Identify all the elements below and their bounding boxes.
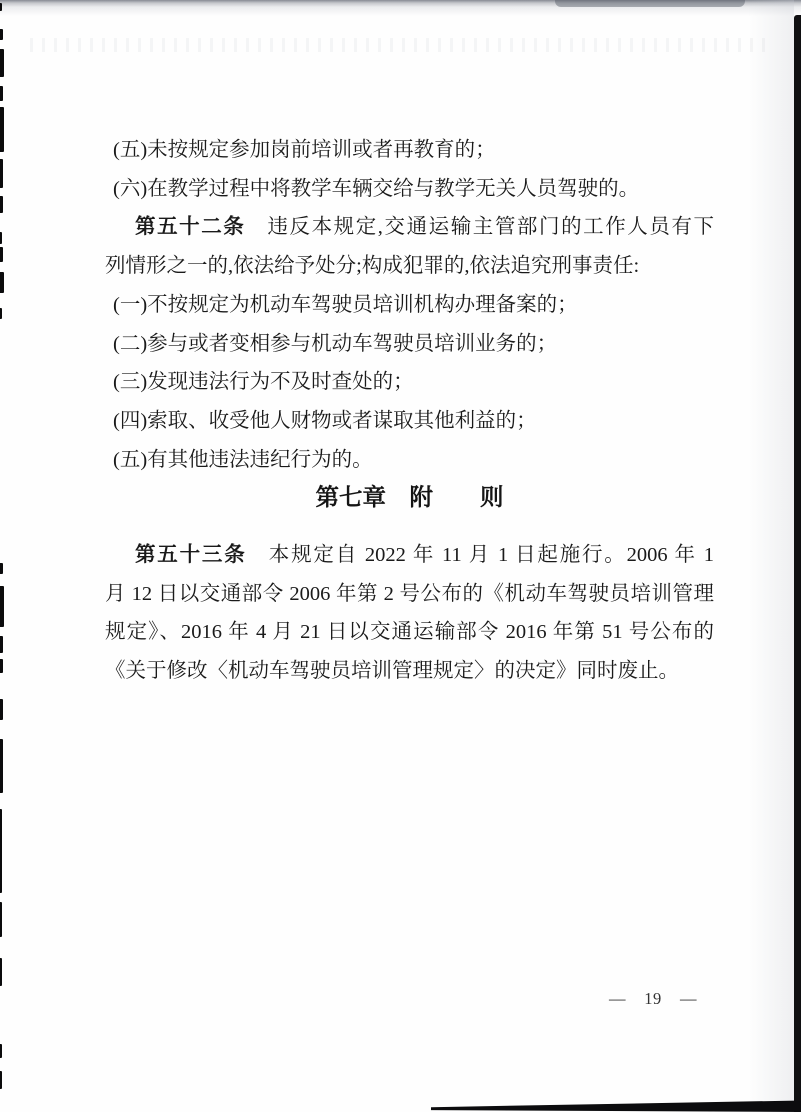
scan-left-mark [0,958,2,986]
scan-left-mark [0,699,3,720]
scan-left-mark [0,739,3,793]
scan-left-mark [0,1071,2,1089]
scan-noise-band [30,38,770,52]
scan-left-mark [0,49,4,77]
article-52-label: 第五十二条 [135,216,246,239]
list-item: (三)发现违法行为不及时查处的； [113,371,414,394]
page-number-dash-left: — [609,989,626,1008]
scan-left-mark [0,29,3,40]
scan-left-mark [0,272,4,293]
article-53-line-1 [105,536,714,575]
list-item: (五)未按规定参加岗前培训或者再教育的； [113,139,496,161]
scan-left-mark [0,3,2,11]
scan-left-mark [0,196,3,213]
list-item: (六)在教学过程中将教学车辆交给与教学无关人员驾驶的。 [113,177,640,200]
list-item: (一)不按规定为机动车驾驶员培训机构办理备案的； [113,293,578,316]
scan-left-mark [0,902,2,937]
page-number-value: 19 [644,989,662,1008]
list-item: (二)参与或者变相参与机动车驾驶员培训业务的； [113,332,558,355]
article-53-line-3: 规定》、2016 年 4 月 21 日以交通运输部令 2016 年第 51 号公布的 [105,621,714,644]
scan-left-mark [0,586,4,627]
list-item: (四)索取、收受他人财物或者谋取其他利益的； [113,409,537,432]
scan-right-black-edge [794,15,801,1112]
scan-left-mark [0,809,2,893]
scan-left-mark [0,232,2,244]
scan-top-shadow-dark-spot [555,0,745,7]
scan-left-mark [0,1044,2,1058]
article-52-text: 违反本规定,交通运输主管部门的工作人员有下 [245,216,715,239]
document-body-upper [105,131,714,479]
article-52-line-1 [105,208,714,247]
scan-left-mark [0,563,3,574]
scan-left-mark [0,247,3,262]
scan-left-mark [0,636,3,653]
list-item: (五)有其他违法违纪行为的。 [113,448,373,471]
document-body-lower [105,536,714,691]
chapter-heading: 第七章 附 则 [315,485,504,511]
scan-right-shading [748,0,794,1112]
article-53-line-4: 《关于修改〈机动车驾驶员培训管理规定〉的决定》同时废止。 [105,660,679,683]
scan-left-mark [0,86,3,101]
scan-left-mark [0,159,3,188]
scan-left-mark [0,308,2,319]
scan-left-mark [0,659,3,673]
article-53-line-2: 月 12 日以交通部令 2006 年第 2 号公布的《机动车驾驶员培训管理 [105,582,714,605]
page-number [609,989,697,1009]
scan-left-mark [0,107,4,152]
page-number-dash-right: — [680,989,697,1008]
scan-bottom-black-edge [431,1100,801,1112]
article-53-label: 第五十三条 [135,544,247,566]
article-53-text: 本规定自 2022 年 11 月 1 日起施行。2006 年 1 [246,544,714,566]
article-52-line-2: 列情形之一的,依法给予处分;构成犯罪的,依法追究刑事责任: [105,255,640,278]
